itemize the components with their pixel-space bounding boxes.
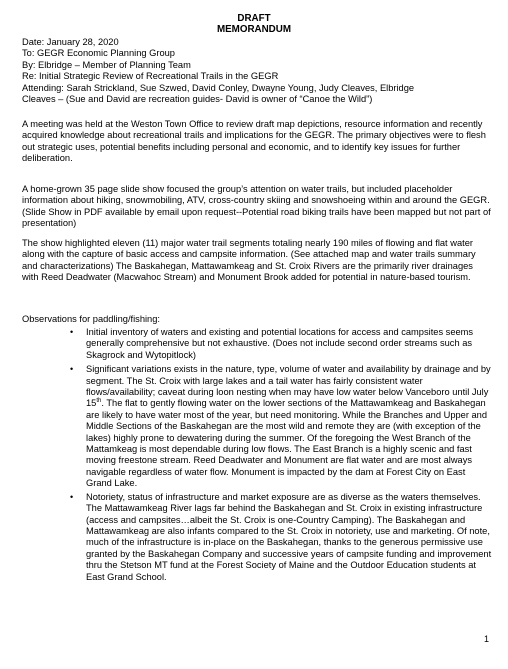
memorandum-title: MEMORANDUM bbox=[216, 24, 291, 35]
memo-date: Date: January 28, 2020 bbox=[22, 37, 119, 47]
list-item bbox=[70, 491, 492, 583]
observations-heading: Observations for paddling/fishing: bbox=[22, 314, 160, 324]
memo-attending-line1: Attending: Sarah Strickland, Sue Szwed, David Conley, Dwayne Young, Judy Cleaves, Elbridge bbox=[22, 82, 415, 93]
paragraph-water-trails: The show highlighted eleven (11) major water trail segments totaling nearly 190 miles of flowing and flat water along with the capture of basic access and campsite information. (See attached map and water trails summary and characterizations) The Baskahegan, Mattawamkeag and St. Croix Rivers are the primarily river drainages with Reed Deadwater (Macwahoc Stream) and Monument Brook added for potential in nature-based tourism. bbox=[22, 238, 476, 283]
paragraph-slideshow: A home-grown 35 page slide show focused the group’s attention on water trails, but included placeholder information about hiking, snowmobiling, ATV, cross-country skiing and snowshoeing within and around the GEGR. (Slide Show in PDF available by email upon request--Potential road biking trails have been mapped but not part of presentation) bbox=[22, 184, 491, 229]
paragraph-meeting: A meeting was held at the Weston Town Office to review draft map depictions, resource information and recently acquired knowledge about recreational trails and implications for the GEGR. The primary objectives were to flesh out strategic uses, potential benefits including personal and economic, and to identify key issues for further deliberation. bbox=[22, 119, 486, 164]
memo-attending-line2: Cleaves – (Sue and David are recreation guides- David is owner of “Canoe the Wild”) bbox=[22, 94, 373, 105]
bullet-text-variations-part2: . The flat to gently flowing water on the lower sections of the Mattawamkeag and Baskahegan are likely to have water most of the year, but need monitoring. While the Branches and Upper and Middle Sections of the Baskahegan are the most wild and remote they are (with exception of the lakes) highly prone to dewatering during the summer. Of the foregoing the West Branch of the Mattamkeag is most dependable during low flows. The East Branch is a highly scenic and fast moving freestone stream. Reed Deadwater and Monument are flat water and are most always navigable regardless of water flow. Monument is impacted by the dam at Forest City on East Grand Lake. bbox=[86, 398, 488, 489]
ordinal-superscript: th bbox=[96, 398, 102, 405]
bullet-text-notoriety: Notoriety, status of infrastructure and market exposure are as diverse as the waters themselves. The Mattawamkeag River lags far behind the Baskahegan and St. Croix in existing infrastructure (access and campsites…albeit the St. Croix is one-Country Camping). The Baskahegan and Mattawamkeag are also infants compared to the St. Croix in notoriety, use and marketing. Of note, much of the infrastructure is in-place on the Baskahegan, thanks to the generous permissive use granted by the Baskahegan Company and successive years of campsite funding and improvement thru the Stetson MT fund at the Forest Society of Maine and the Outdoor Education students at East Grand School. bbox=[86, 491, 492, 582]
bullet-icon: • bbox=[70, 327, 74, 337]
bullet-text-variations-part1: Significant variations exists in the nature, type, volume of water and availability by drainage and by segment. The St. Croix with large lakes and a tail water has fairly consistent water flows/availability; caveat during loon nesting when may have low water below Vanceboro until July 15 bbox=[86, 364, 491, 409]
draft-label: DRAFT bbox=[237, 13, 271, 24]
observations-list bbox=[70, 327, 492, 583]
bullet-text-inventory: Initial inventory of waters and existing and potential locations for access and campsites seems generally comprehensive but not exhaustive. (Does not include second order streams such as Skagrock and Wytopitlock) bbox=[86, 327, 474, 360]
memo-header bbox=[22, 37, 490, 105]
memo-by: By: Elbridge – Member of Planning Team bbox=[22, 59, 191, 70]
page-number: 1 bbox=[483, 634, 489, 644]
bullet-icon: • bbox=[70, 491, 74, 502]
memo-to: To: GEGR Economic Planning Group bbox=[22, 48, 175, 59]
list-item bbox=[70, 364, 492, 489]
bullet-icon: • bbox=[70, 364, 74, 375]
list-item bbox=[70, 327, 492, 361]
memo-re: Re: Initial Strategic Review of Recreational Trails in the GEGR bbox=[22, 71, 279, 82]
